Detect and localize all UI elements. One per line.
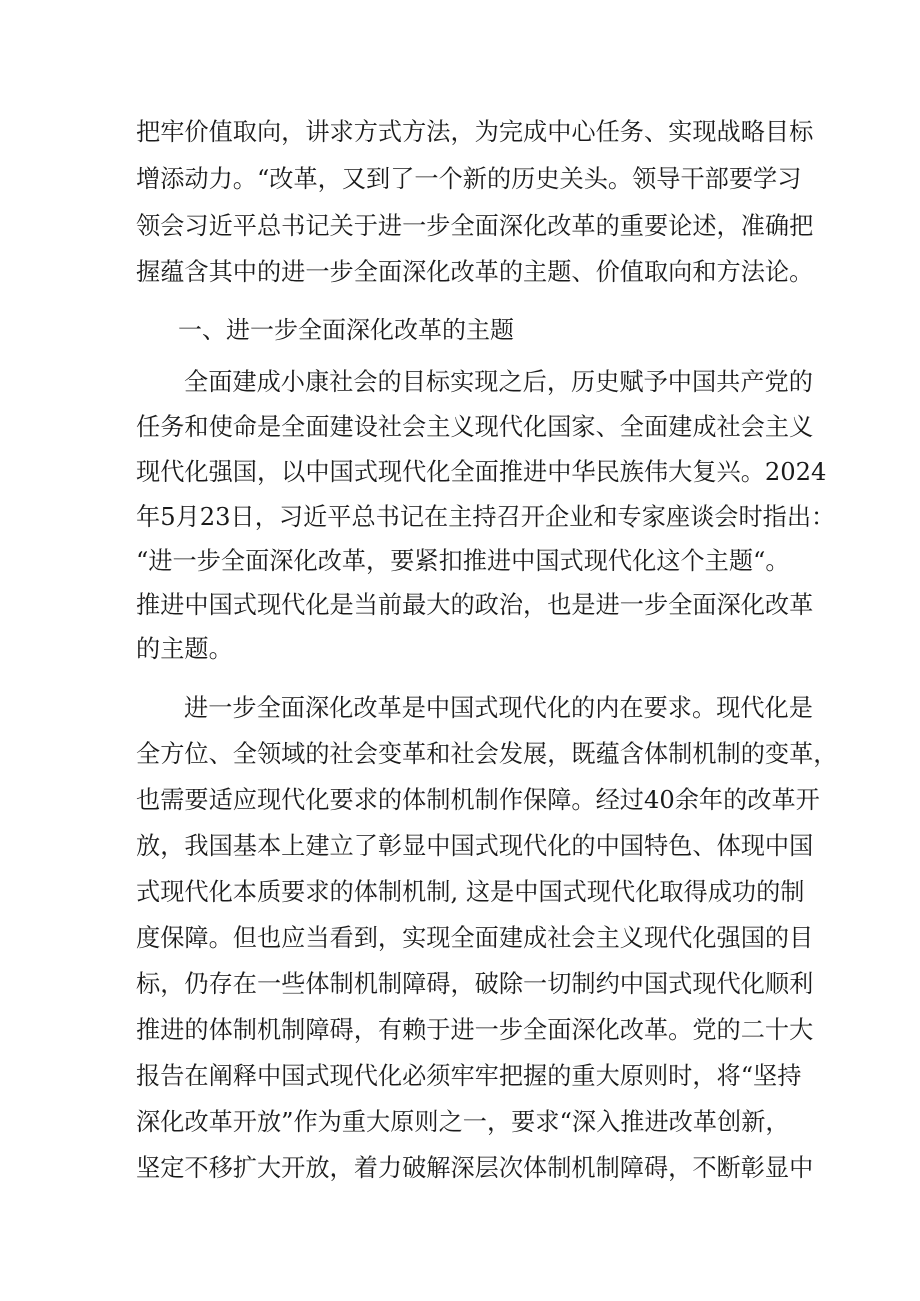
paragraph2-line-10: 深化改革开放”作为重大原则之一，要求“深入推进改革创新， — [136, 1108, 790, 1136]
paragraph2-line-2: 全方位、全领域的社会变革和社会发展，既蕴含体制机制的变革， — [136, 740, 838, 768]
paragraph1-line-6: 推进中国式现代化是当前最大的政治，也是进一步全面深化改革 — [136, 591, 814, 619]
paragraph1-line-5: “进一步全面深化改革，要紧扣推进中国式现代化这个主题“。 — [136, 547, 790, 575]
paragraph1-line-3: 现代化强国，以中国式现代化全面推进中华民族伟大复兴。2024 — [136, 458, 827, 486]
paragraph1-line-2: 任务和使命是全面建设社会主义现代化国家、全面建成社会主义 — [136, 413, 814, 441]
paragraph2-line-5: 式现代化本质要求的体制机制, 这是中国式现代化取得成功的制 — [136, 878, 805, 906]
paragraph2-line-8: 推进的体制机制障碍，有赖于进一步全面深化改革。党的二十大 — [136, 1016, 814, 1044]
paragraph1-line-1: 全面建成小康社会的目标实现之后，历史赋予中国共产党的 — [184, 368, 813, 396]
paragraph2-line-9: 报告在阐释中国式现代化必须牢牢把握的重大原则时，将“坚持 — [136, 1062, 802, 1090]
paragraph2-line-6: 度保障。但也应当看到，实现全面建成社会主义现代化强国的目 — [136, 924, 814, 952]
intro-line-4: 握蕴含其中的进一步全面深化改革的主题、价值取向和方法论。 — [136, 258, 814, 286]
intro-line-3: 领会习近平总书记关于进一步全面深化改革的重要论述，准确把 — [136, 212, 814, 240]
section-heading: 一、进一步全面深化改革的主题 — [178, 316, 514, 344]
paragraph1-line-4: 年5月23日，习近平总书记在主持召开企业和专家座谈会时指出： — [136, 503, 836, 531]
paragraph2-line-1: 进一步全面深化改革是中国式现代化的内在要求。现代化是 — [184, 694, 813, 722]
intro-line-1: 把牢价值取向，讲求方式方法，为完成中心任务、实现战略目标 — [136, 118, 814, 146]
paragraph2-line-11: 坚定不移扩大开放，着力破解深层次体制机制障碍，不断彰显中 — [136, 1154, 814, 1182]
intro-line-2: 增添动力。“改革，又到了一个新的历史关头。领导干部要学习 — [136, 165, 802, 193]
paragraph1-line-7: 的主题。 — [136, 635, 233, 663]
paragraph2-line-4: 放，我国基本上建立了彰显中国式现代化的中国特色、体现中国 — [136, 832, 814, 860]
paragraph2-line-3: 也需要适应现代化要求的体制机制作保障。经过40余年的改革开 — [136, 786, 820, 814]
paragraph2-line-7: 标，仍存在一些体制机制障碍，破除一切制约中国式现代化顺利 — [136, 970, 814, 998]
